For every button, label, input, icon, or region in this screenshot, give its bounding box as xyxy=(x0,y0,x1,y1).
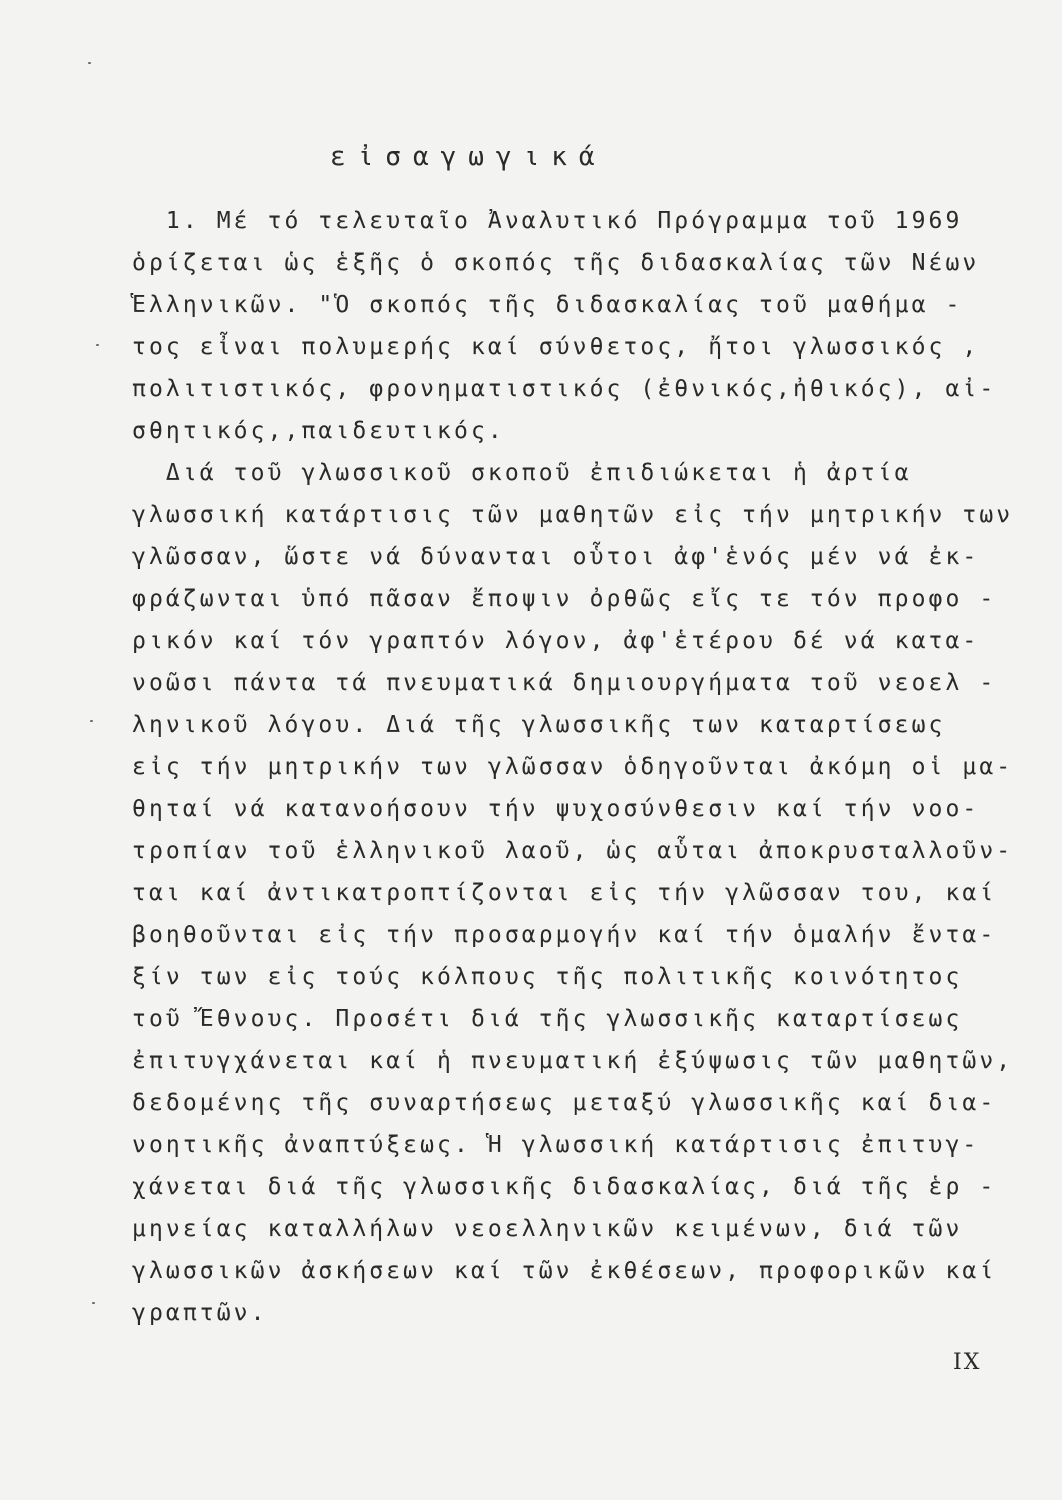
page-number: IX xyxy=(953,1350,982,1375)
text-line: νοητικῆς ἀναπτύξεως. Ἡ γλωσσική κατάρτισις ἐπιτυγ- xyxy=(132,1132,980,1158)
scan-speck xyxy=(96,344,99,346)
text-line: ληνικοῦ λόγου. Διά τῆς γλωσσικῆς των καταρτίσεως xyxy=(132,712,946,738)
text-line: θηταί νά κατανοήσουν τήν ψυχοσύνθεσιν καί τήν νοο- xyxy=(132,796,980,822)
text-line: 1. Μέ τό τελευταῖο Ἀναλυτικό Πρόγραμμα τοῦ 1969 xyxy=(132,208,963,234)
text-line: μηνείας καταλλήλων νεοελληνικῶν κειμένων, διά τῶν xyxy=(132,1216,963,1242)
text-line: ὁρίζεται ὡς ἑξῆς ὁ σκοπός τῆς διδασκαλίας τῶν Νέων xyxy=(132,250,980,276)
text-line: βοηθοῦνται εἰς τήν προσαρμογήν καί τήν ὁμαλήν ἔντα- xyxy=(132,922,997,948)
text-line: ρικόν καί τόν γραπτόν λόγον, ἀφ'ἑτέρου δέ νά κατα- xyxy=(132,628,980,654)
text-line: γλῶσσαν, ὥστε νά δύνανται οὗτοι ἀφ'ἑνός μέν νά ἐκ- xyxy=(132,544,980,570)
text-line: γλωσσικῶν ἀσκήσεων καί τῶν ἐκθέσεων, προφορικῶν καί xyxy=(132,1258,997,1284)
text-line: τροπίαν τοῦ ἑλληνικοῦ λαοῦ, ὡς αὗται ἀποκρυσταλλοῦν- xyxy=(132,838,1014,864)
text-line: σθητικός,,παιδευτικός. xyxy=(132,418,505,444)
text-line: εἰς τήν μητρικήν των γλῶσσαν ὁδηγοῦνται ἀκόμη οἱ μα- xyxy=(132,754,1014,780)
text-line: νοῶσι πάντα τά πνευματικά δημιουργήματα τοῦ νεοελ - xyxy=(132,670,997,696)
text-line: ξίν των εἰς τούς κόλπους τῆς πολιτικῆς κοινότητος xyxy=(132,964,963,990)
text-line: δεδομένης τῆς συναρτήσεως μεταξύ γλωσσικῆς καί δια- xyxy=(132,1090,997,1116)
body-text xyxy=(132,200,1012,1334)
scan-speck xyxy=(92,1302,95,1304)
scan-speck xyxy=(90,720,93,722)
text-line: τος εἶναι πολυμερής καί σύνθετος, ἤτοι γλωσσικός , xyxy=(132,334,980,360)
scan-speck xyxy=(88,62,91,64)
text-line: γλωσσική κατάρτισις τῶν μαθητῶν εἰς τήν μητρικήν των xyxy=(132,502,1014,528)
text-line: ται καί ἀντικατροπτίζονται εἰς τήν γλῶσσαν του, καί xyxy=(132,880,997,906)
text-line: Ἑλληνικῶν. "Ὁ σκοπός τῆς διδασκαλίας τοῦ μαθήμα - xyxy=(132,292,963,318)
text-line: χάνεται διά τῆς γλωσσικῆς διδασκαλίας, διά τῆς ἑρ - xyxy=(132,1174,997,1200)
text-line: φράζωνται ὑπό πᾶσαν ἔποψιν ὀρθῶς εἴς τε τόν προφο - xyxy=(132,586,997,612)
text-line: γραπτῶν. xyxy=(132,1300,268,1326)
text-line: ἐπιτυγχάνεται καί ἡ πνευματική ἐξύψωσις τῶν μαθητῶν, xyxy=(132,1048,1014,1074)
page-heading: εἰσαγωγικά xyxy=(330,142,607,172)
text-line: Διά τοῦ γλωσσικοῦ σκοποῦ ἐπιδιώκεται ἡ ἀρτία xyxy=(132,460,912,486)
text-line: τοῦ Ἔθνους. Προσέτι διά τῆς γλωσσικῆς καταρτίσεως xyxy=(132,1006,963,1032)
text-line: πολιτιστικός, φρονηματιστικός (ἐθνικός,ἠθικός), αἰ- xyxy=(132,376,997,402)
